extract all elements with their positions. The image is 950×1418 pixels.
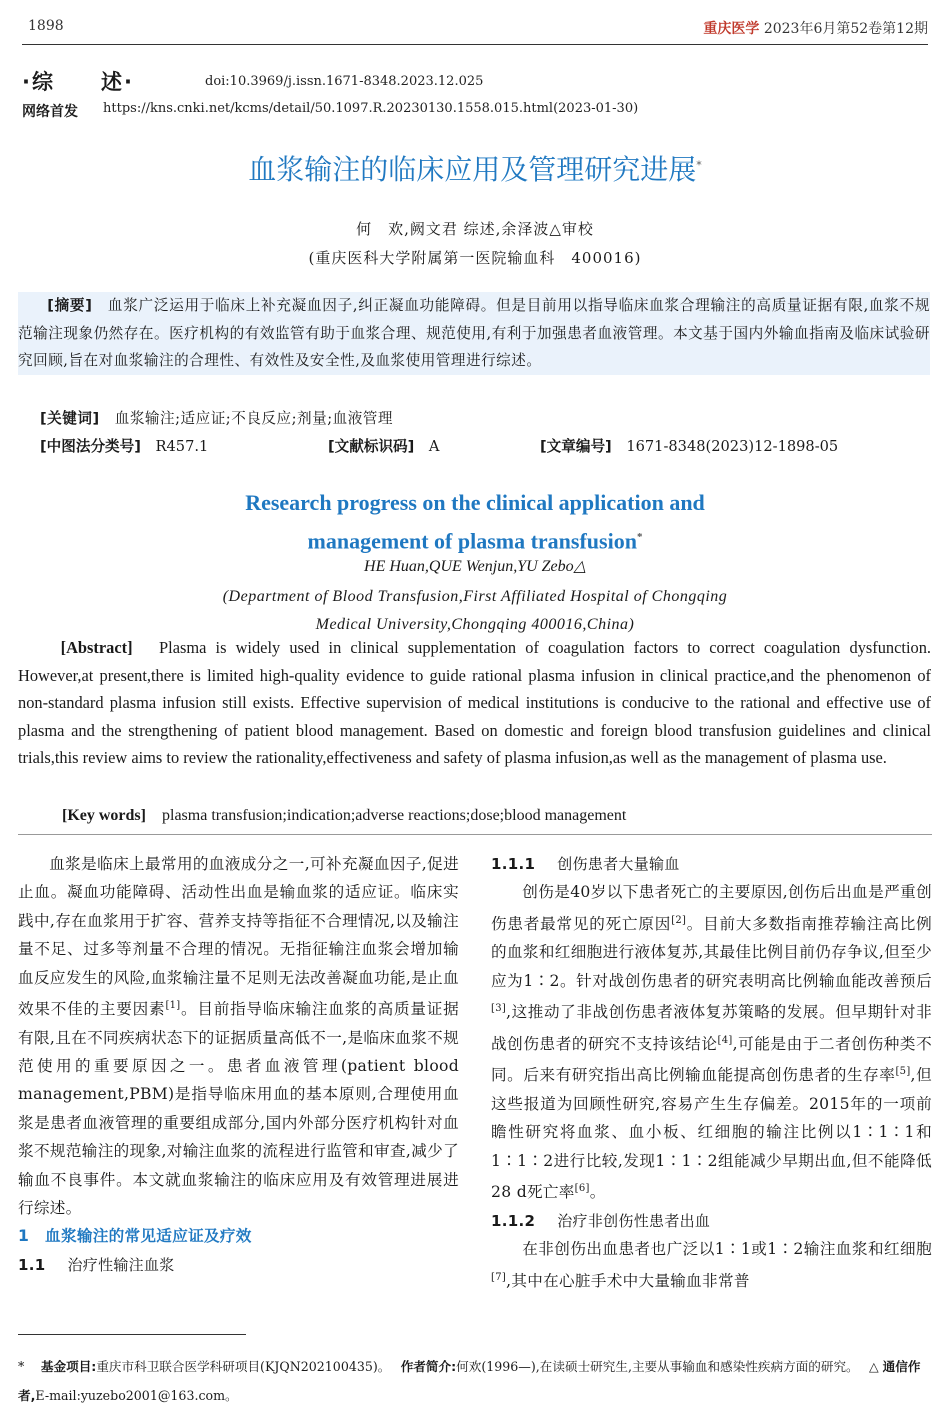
- footnote-mark: *: [18, 1359, 25, 1374]
- author-info-text: 何欢(1996—),在读硕士研究生,主要从事输血和感染性疾病方面的研究。: [456, 1359, 853, 1374]
- section-heading-1: 1 血浆输注的常见适应证及疗效: [18, 1227, 252, 1246]
- online-first-label: 网络首发: [22, 104, 78, 120]
- keywords-cn: [40, 407, 393, 428]
- journal-header: [703, 18, 928, 38]
- paragraph-trauma: 创伤是40岁以下患者死亡的主要原因,创伤后出血是严重创伤患者最常见的死亡原因[2]。目前大多数指南推荐输注高比例的血浆和红细胞进行液体复苏,其最佳比例目前仍存争议,但至少应为1∶2。针对战创伤患者的研究表明高比例输血能改善预后[3],这推动了非战创伤患者液体复苏策略的发展。但早期针对非战创伤患者的研究不支持该结论[4],可能是由于二者创伤种类不同。后来有研究指出高比例输血能提高创伤患者的生存率[5],但这些报道为回顾性研究,容易产生生存偏差。2015年的一项前瞻性研究将血浆、血小板、红细胞的输注比例以1∶1∶1和1∶1∶2进行比较,发现1∶1∶2组能减少早期出血,但不能降低28 d死亡率[6]。: [491, 883, 933, 1202]
- citation-1[interactable]: [1]: [165, 1000, 181, 1012]
- paragraph-non-trauma: 在非创伤出血患者也广泛以1∶1或1∶2输注血浆和红细胞[7],其中在心脏手术中大量输血非常普: [491, 1240, 932, 1290]
- keywords-cn-text: 血浆输注;适应证;不良反应;剂量;血液管理: [114, 410, 393, 427]
- page-number: 1898: [28, 18, 64, 34]
- abstract-cn-box: [18, 292, 930, 375]
- citation-2[interactable]: [2]: [671, 914, 687, 926]
- section-heading-1-1: 1.1 治疗性输注血浆: [18, 1255, 175, 1274]
- corresponding-label: 通信作者,: [18, 1359, 921, 1403]
- article-title-cn: [0, 148, 950, 188]
- clc: [40, 435, 208, 456]
- title-en-line1: Research progress on the clinical application and: [245, 490, 705, 515]
- abstract-en: [18, 634, 931, 772]
- clc-value: R457.1: [155, 438, 209, 455]
- doc-code: [328, 435, 439, 456]
- body-divider: [18, 834, 932, 835]
- citation-6[interactable]: [6]: [574, 1183, 590, 1195]
- doc-code-value: A: [428, 438, 440, 455]
- title-en-line2: management of plasma transfusion: [307, 528, 637, 554]
- article-title-en: [0, 486, 950, 558]
- online-first-url[interactable]: https://kns.cnki.net/kcms/detail/50.1097.R.20230130.1558.015.html(2023-01-30): [103, 101, 639, 116]
- section-heading-1-1-1: 1.1.1 创伤患者大量输血: [491, 855, 680, 873]
- abstract-cn-text: 血浆广泛运用于临床上补充凝血因子,纠正凝血功能障碍。但是目前用以指导临床血浆合理输注的高质量证据有限,血浆不规范输注现象仍然存在。医疗机构的有效监管有助于血浆合理、规范使用,有利于加强患者血液管理。本文基于国内外输血指南及临床试验研究回顾,旨在对血浆输注的合理性、有效性及安全性,及血浆使用管理进行综述。: [18, 297, 930, 369]
- article-number-label: [文章编号]: [540, 438, 612, 455]
- article-number: [540, 435, 838, 456]
- abstract-en-text: Plasma is widely used in clinical supplementation of coagulation factors to correct coagulation dysfunction. However,at present,there is limited high-quality evidence to guide rational plasma infusion in clinical practice,and the phenomenon of non-standard plasma infusion still exists. Effective supervision of medical institutions is conducive to the rational and effective use of plasma and the strengthening of patient blood management. Based on domestic and foreign blood transfusion guidelines and clinical trials,this review aims to review the rationality,effectiveness and safety of plasma infusion,as well as the management of plasma use.: [18, 638, 932, 768]
- keywords-en-text: plasma transfusion;indication;adverse reactions;dose;blood management: [162, 807, 627, 824]
- fund-text: 重庆市科卫联合医学科研项目(KJQN202100435)。: [96, 1359, 385, 1374]
- corresponding-email[interactable]: E-mail:yuzebo2001@163.com。: [35, 1388, 238, 1403]
- intro-paragraph: 血浆是临床上最常用的血液成分之一,可补充凝血因子,促进止血。凝血功能障碍、活动性出血是输血浆的适应证。临床实践中,存在血浆用于扩容、营养支持等指征不合理情况,以及输注量不足、过多等剂量不合理的情况。无指征输注血浆会增加输血反应发生的风险,血浆输注量不足则无法改善凝血功能,是止血效果不佳的主要因素[1]。目前指导临床输注血浆的高质量证据有限,且在不同疾病状态下的证据质量高低不一,是临床血浆不规范使用的重要原因之一。患者血液管理(patient blood management,PBM)是指导临床用血的基本原则,合理使用血浆是患者血液管理的重要组成部分,国内外部分医疗机构针对血浆不规范输注的现象,对输注血浆的流程进行监管和审查,减少了输血不良事件。本文就血浆输注的临床应用及有效管理进展进行综述。: [18, 855, 459, 1218]
- abstract-cn-label: [摘要]: [47, 297, 93, 314]
- title-en-fund-mark: *: [636, 531, 643, 543]
- abstract-en-label: [Abstract]: [60, 638, 133, 657]
- title-cn-text: 血浆输注的临床应用及管理研究进展: [248, 153, 697, 186]
- footnote-divider: [18, 1334, 246, 1335]
- keywords-en-label: [Key words]: [62, 807, 146, 824]
- abstract-en-box: [18, 634, 931, 772]
- journal-name: 重庆医学: [703, 21, 760, 37]
- keywords-en: [62, 802, 626, 825]
- author-info-label: 作者简介:: [400, 1359, 457, 1374]
- journal-issue: 2023年6月第52卷第12期: [763, 21, 928, 37]
- doi[interactable]: doi:10.3969/j.issn.1671-8348.2023.12.025: [205, 74, 484, 89]
- corresponding-mark: △: [868, 1359, 879, 1374]
- affiliation-en: [0, 583, 950, 639]
- citation-5[interactable]: [5]: [895, 1066, 911, 1078]
- title-en-line2-wrap: [0, 520, 950, 558]
- affiliation-en-line1: (Department of Blood Transfusion,First Affiliated Hospital of Chongqing: [222, 588, 728, 605]
- authors-en: HE Huan,QUE Wenjun,YU Zebo△: [364, 558, 586, 575]
- fund-label: 基金项目:: [40, 1359, 97, 1374]
- citation-3[interactable]: [3]: [491, 1003, 507, 1015]
- clc-label: [中图法分类号]: [40, 438, 141, 455]
- authors-cn: 何 欢,阙文君 综述,余泽波△审校: [356, 220, 594, 238]
- affiliation-cn: (重庆医科大学附属第一医院输血科 400016): [308, 249, 642, 267]
- citation-7[interactable]: [7]: [491, 1271, 507, 1283]
- section-heading-1-1-2: 1.1.2 治疗非创伤性患者出血: [491, 1211, 711, 1230]
- section-tag: ·综 述·: [22, 70, 134, 94]
- article-number-value: 1671-8348(2023)12-1898-05: [626, 438, 839, 455]
- keywords-cn-label: [关键词]: [40, 410, 100, 427]
- body-column-left: [18, 850, 459, 1279]
- title-fund-mark: *: [696, 158, 702, 172]
- footnote: [18, 1352, 930, 1410]
- abstract-cn: [18, 292, 930, 375]
- header-divider: [22, 44, 928, 45]
- affiliation-en-line2: Medical University,Chongqing 400016,China): [315, 616, 635, 633]
- body-column-right: [491, 850, 932, 1295]
- citation-4[interactable]: [4]: [717, 1034, 733, 1046]
- doc-code-label: [文献标识码]: [328, 438, 415, 455]
